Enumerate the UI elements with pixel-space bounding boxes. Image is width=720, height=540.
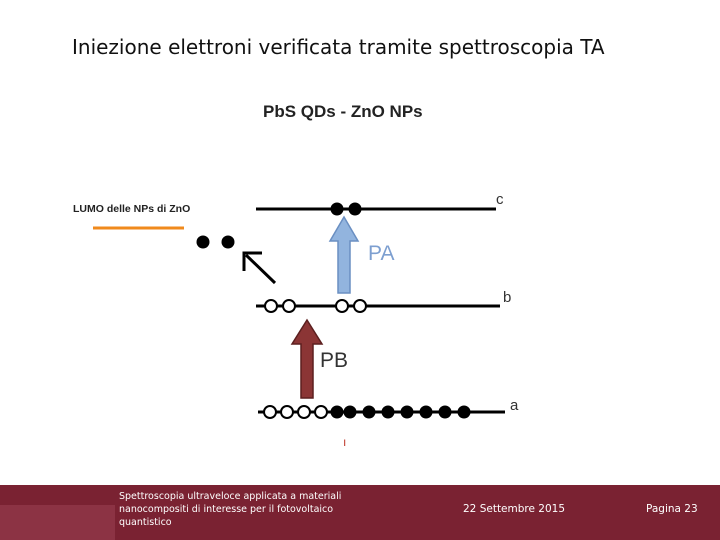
footer-accent-block xyxy=(0,505,115,540)
hole-level-b xyxy=(283,300,295,312)
hole-level-a xyxy=(281,406,293,418)
electron-level-c xyxy=(349,203,362,216)
electron-level-a xyxy=(420,406,433,419)
injected-electron xyxy=(222,236,235,249)
injected-electron xyxy=(197,236,210,249)
level-b-label: b xyxy=(503,289,512,306)
electron-level-a xyxy=(331,406,344,419)
page-number: Pagina 23 xyxy=(646,503,698,515)
electron-level-a xyxy=(458,406,471,419)
electron-level-a xyxy=(401,406,414,419)
small-mark: ı xyxy=(343,435,347,449)
hole-level-a xyxy=(315,406,327,418)
injection-arrow xyxy=(244,253,275,283)
hole-level-b xyxy=(336,300,348,312)
electron-level-c xyxy=(331,203,344,216)
pb-label: PB xyxy=(320,349,349,372)
zno-lumo-label: LUMO delle NPs di ZnO xyxy=(73,203,191,215)
footer-date: 22 Settembre 2015 xyxy=(463,503,566,515)
electron-level-a xyxy=(344,406,357,419)
slide-title: Iniezione elettroni verificata tramite spettroscopia TA xyxy=(72,35,605,59)
hole-level-b xyxy=(265,300,277,312)
hole-level-b xyxy=(354,300,366,312)
pa-label: PA xyxy=(368,242,395,265)
level-a-label: a xyxy=(510,397,519,414)
hole-level-a xyxy=(298,406,310,418)
electron-level-a xyxy=(382,406,395,419)
electron-level-a xyxy=(363,406,376,419)
footer-caption: Spettroscopia ultraveloce applicata a materiali nanocompositi di interesse per il fotovoltaico quantistico xyxy=(119,491,342,528)
pb-arrow xyxy=(292,320,322,398)
level-c-label: c xyxy=(496,191,504,208)
electron-level-a xyxy=(439,406,452,419)
pa-arrow xyxy=(330,217,358,293)
hole-level-a xyxy=(264,406,276,418)
diagram-title: PbS QDs - ZnO NPs xyxy=(263,102,423,121)
